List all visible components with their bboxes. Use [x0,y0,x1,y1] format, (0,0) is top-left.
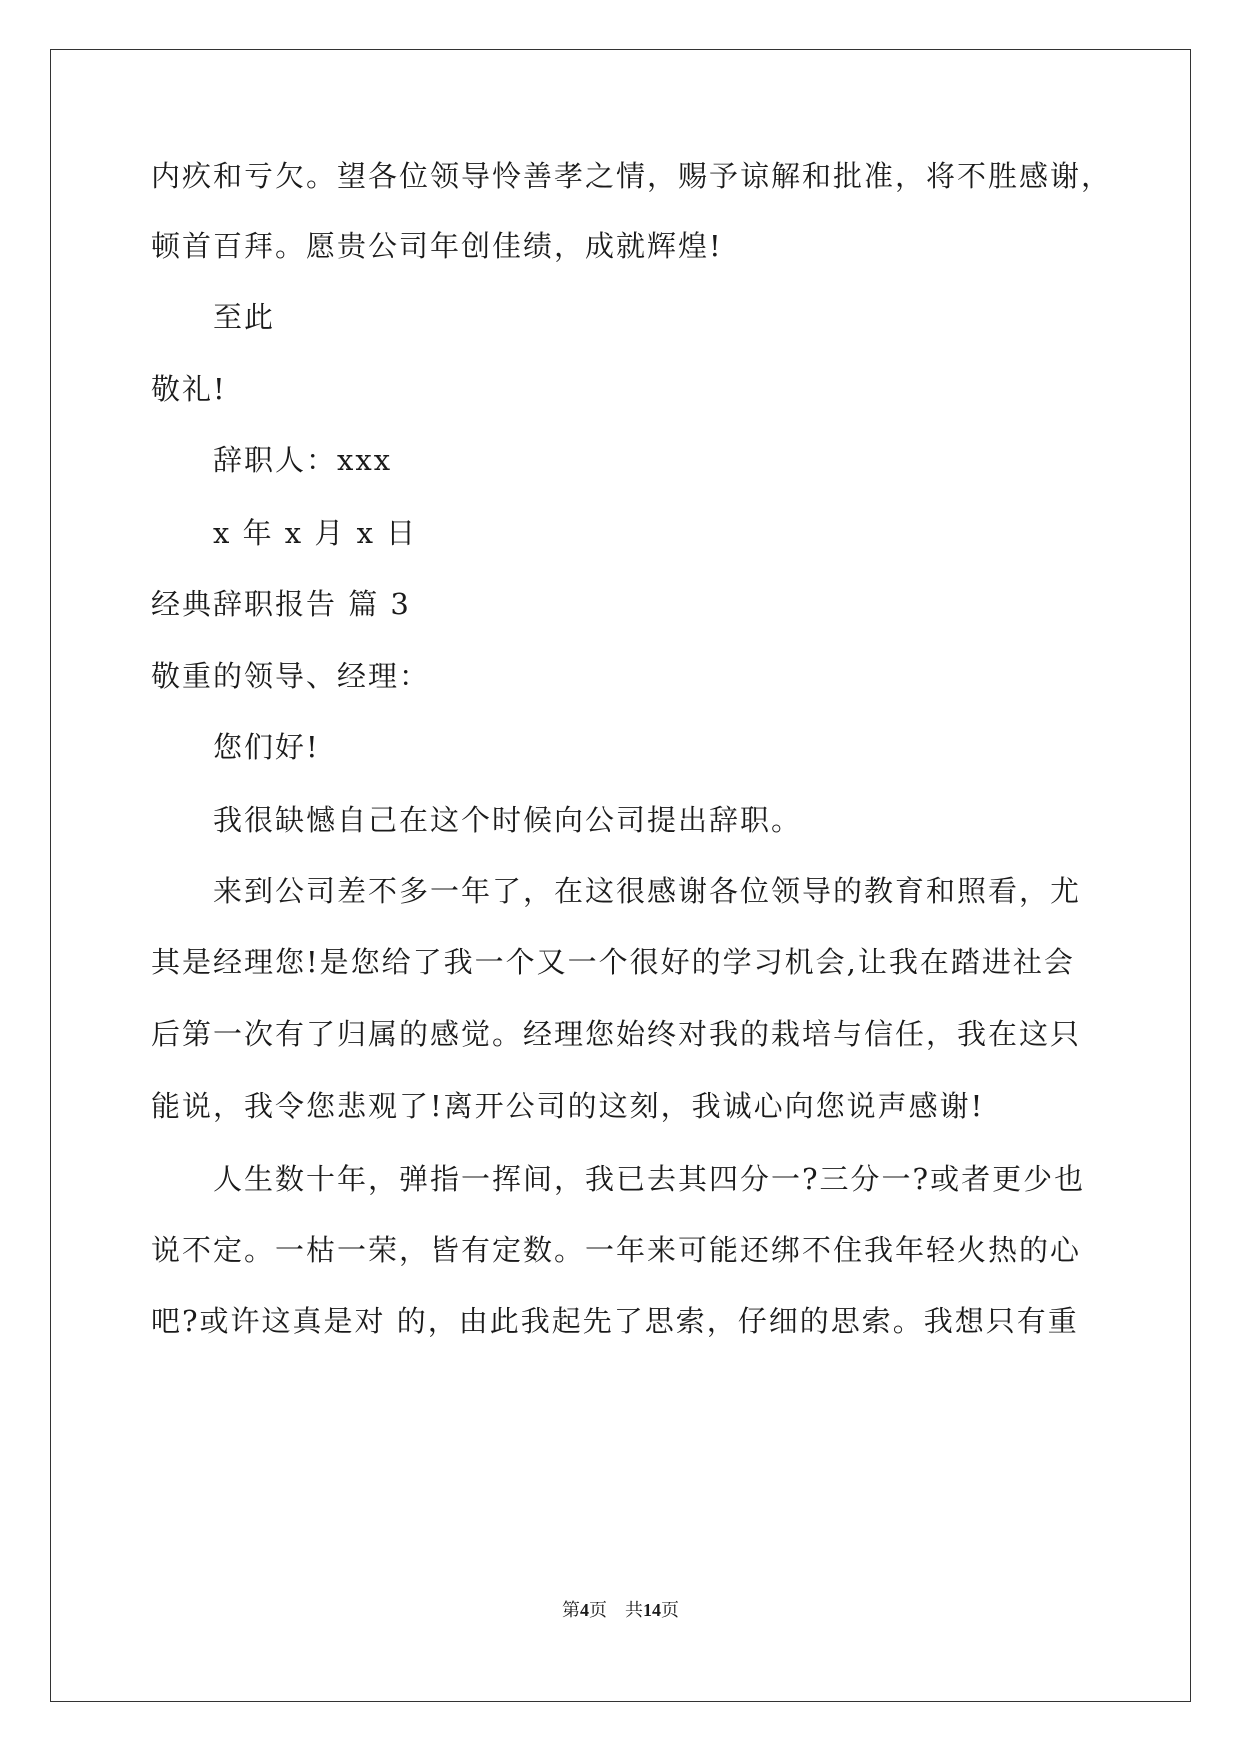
salutation-closing: 敬礼! [151,372,227,406]
page-footer [0,1596,1241,1622]
paragraph-line: 人生数十年，弹指一挥间，我已去其四分一?三分一?或者更少也 [213,1162,1086,1196]
paragraph-line: 后第一次有了归属的感觉。经理您始终对我的栽培与信任，我在这只 [151,1017,1082,1051]
paragraph-line: 内疚和亏欠。望各位领导怜善孝之情，赐予谅解和批准，将不胜感谢， [151,159,1113,193]
footer-middle: 页 共 [589,1600,643,1620]
footer-prefix: 第 [562,1600,580,1620]
paragraph-line: 我很缺憾自己在这个时候向公司提出辞职。 [213,803,803,837]
date-line: x 年 x 月 x 日 [213,516,418,550]
signature-line: 辞职人：xxx [213,443,393,477]
paragraph-line: 顿首百拜。愿贵公司年创佳绩，成就辉煌! [151,229,723,263]
footer-total-pages: 14 [643,1600,661,1620]
greeting: 您们好! [213,730,320,764]
closing-phrase: 至此 [213,300,276,334]
paragraph-line: 能说，我令您悲观了!离开公司的这刻，我诚心向您说声感谢! [151,1089,985,1123]
footer-suffix: 页 [661,1600,679,1620]
paragraph-line: 吧?或许这真是对 的，由此我起先了思索，仔细的思索。我想只有重 [151,1304,1079,1338]
section-heading: 经典辞职报告 篇 3 [151,587,411,621]
paragraph-line: 说不定。一枯一荣，皆有定数。一年来可能还绑不住我年轻火热的心 [151,1233,1082,1267]
footer-page-number: 4 [580,1600,589,1620]
paragraph-line: 其是经理您!是您给了我一个又一个很好的学习机会,让我在踏进社会 [151,945,1075,979]
paragraph-line: 来到公司差不多一年了，在这很感谢各位领导的教育和照看，尤 [213,874,1082,908]
greeting-recipient: 敬重的领导、经理： [151,659,431,693]
